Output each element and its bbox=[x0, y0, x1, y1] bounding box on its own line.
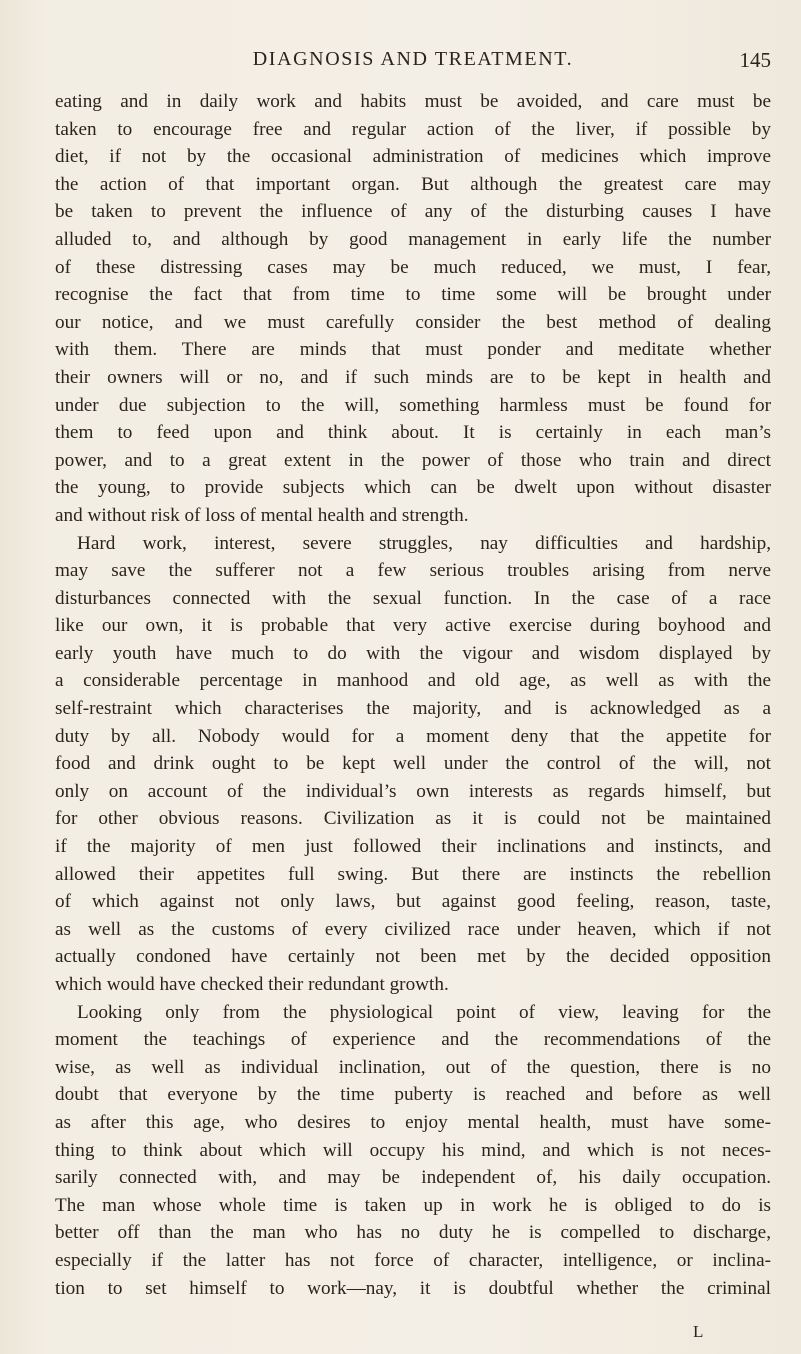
text-line: only on account of the individual’s own interests as regards himself, but bbox=[55, 780, 771, 802]
text-line: their owners will or no, and if such minds are to be kept in health and bbox=[55, 366, 771, 388]
text-line: allowed their appetites full swing. But there are instincts the rebellion bbox=[55, 863, 771, 885]
text-line: if the majority of men just followed their inclinations and instincts, and bbox=[55, 836, 771, 858]
running-head bbox=[55, 48, 771, 82]
text-line: be taken to prevent the influence of any of the disturbing causes I have bbox=[55, 201, 771, 223]
text-line: recognise the fact that from time to time some will be brought under bbox=[55, 284, 771, 306]
text-line: power, and to a great extent in the power of those who train and direct bbox=[55, 449, 771, 471]
paragraph-first-line: Looking only from the physiological point of view, leaving for the bbox=[77, 1001, 771, 1023]
paragraph-first-line: Hard work, interest, severe struggles, nay difficulties and hardship, bbox=[77, 532, 771, 554]
text-line: food and drink ought to be kept well under the control of the will, not bbox=[55, 753, 771, 775]
text-line: thing to think about which will occupy his mind, and which is not neces- bbox=[55, 1139, 771, 1161]
text-line: under due subjection to the will, something harmless must be found for bbox=[55, 394, 771, 416]
text-line: moment the teachings of experience and the recommendations of the bbox=[55, 1029, 771, 1051]
text-line: with them. There are minds that must ponder and meditate whether bbox=[55, 339, 771, 361]
text-line: eating and in daily work and habits must be avoided, and care must be bbox=[55, 91, 771, 112]
text-line: our notice, and we must carefully consider the best method of dealing bbox=[55, 311, 771, 333]
text-line: especially if the latter has not force of character, intelligence, or inclina- bbox=[55, 1249, 771, 1271]
page-number: 145 bbox=[739, 48, 771, 72]
text-line: duty by all. Nobody would for a moment deny that the appetite for bbox=[55, 725, 771, 747]
body-text bbox=[55, 88, 771, 1302]
text-line: alluded to, and although by good management in early life the number bbox=[55, 228, 771, 250]
text-line: sarily connected with, and may be independent of, his daily occupation. bbox=[55, 1167, 771, 1189]
paragraph-last-line: which would have checked their redundant growth. bbox=[55, 974, 449, 995]
text-line: wise, as well as individual inclination, out of the question, there is no bbox=[55, 1056, 771, 1078]
text-line: a considerable percentage in manhood and old age, as well as with the bbox=[55, 670, 771, 692]
text-line: early youth have much to do with the vigour and wisdom displayed by bbox=[55, 642, 771, 664]
text-line: as after this age, who desires to enjoy mental health, must have some- bbox=[55, 1111, 771, 1133]
text-line: self-restraint which characterises the majority, and is acknowledged as a bbox=[55, 698, 771, 720]
text-line: may save the sufferer not a few serious troubles arising from nerve bbox=[55, 560, 771, 582]
text-line: the young, to provide subjects which can be dwelt upon without disaster bbox=[55, 477, 771, 499]
text-line: better off than the man who has no duty he is compelled to discharge, bbox=[55, 1222, 771, 1244]
signature-mark: L bbox=[693, 1322, 704, 1341]
text-line: The man whose whole time is taken up in work he is obliged to do is bbox=[55, 1194, 771, 1216]
text-line: for other obvious reasons. Civilization as it is could not be maintained bbox=[55, 808, 771, 830]
text-line: diet, if not by the occasional administration of medicines which improve bbox=[55, 146, 771, 168]
text-line: like our own, it is probable that very active exercise during boyhood and bbox=[55, 615, 771, 637]
paragraph-last-line: and without risk of loss of mental health and strength. bbox=[55, 504, 469, 526]
text-line: of these distressing cases may be much reduced, we must, I fear, bbox=[55, 256, 771, 278]
text-line: tion to set himself to work—nay, it is doubtful whether the criminal bbox=[55, 1277, 771, 1299]
text-line: them to feed upon and think about. It is certainly in each man’s bbox=[55, 422, 771, 444]
text-line: of which against not only laws, but against good feeling, reason, taste, bbox=[55, 891, 771, 913]
text-line: doubt that everyone by the time puberty is reached and before as well bbox=[55, 1084, 771, 1106]
text-line: disturbances connected with the sexual function. In the case of a race bbox=[55, 587, 771, 609]
running-title: DIAGNOSIS AND TREATMENT. bbox=[252, 48, 574, 70]
text-line: actually condoned have certainly not been met by the decided opposition bbox=[55, 946, 771, 968]
text-line: as well as the customs of every civilized race under heaven, which if not bbox=[55, 918, 771, 940]
text-line: the action of that important organ. But although the greatest care may bbox=[55, 173, 771, 195]
text-line: taken to encourage free and regular action of the liver, if possible by bbox=[55, 118, 771, 140]
